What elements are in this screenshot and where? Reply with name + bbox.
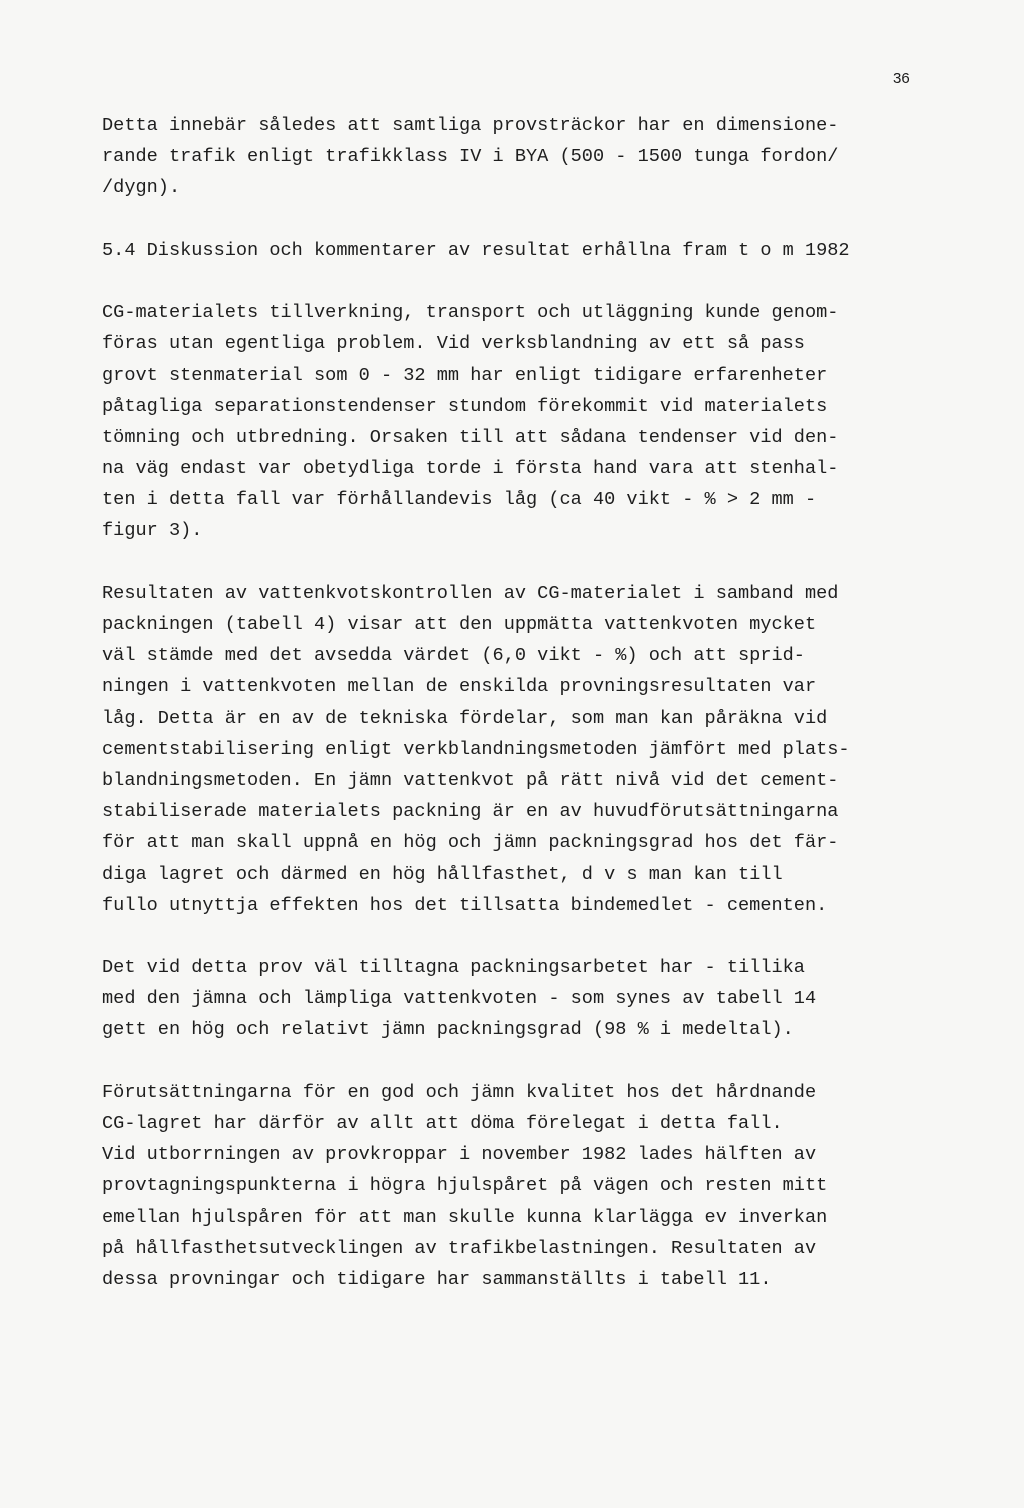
text-line: grovt stenmaterial som 0 - 32 mm har enligt tidigare erfarenheter xyxy=(102,364,828,386)
section-heading-5-4 xyxy=(102,235,982,266)
text-line: väl stämde med det avsedda värdet (6,0 vikt - %) och att sprid- xyxy=(102,645,805,667)
text-line: med den jämna och lämpliga vattenkvoten - som synes av tabell 14 xyxy=(102,988,817,1010)
text-line: ningen i vattenkvoten mellan de enskilda provningsresultaten var xyxy=(102,676,817,698)
text-line: blandningsmetoden. En jämn vattenkvot på rätt nivå vid det cement- xyxy=(102,769,839,791)
text-line: cementstabilisering enligt verkblandningsmetoden jämfört med plats- xyxy=(102,738,850,760)
paragraph-core-sampling xyxy=(102,1077,982,1295)
text-line: påtagliga separationstendenser stundom förekommit vid materialets xyxy=(102,395,828,417)
paragraph-water-content-results xyxy=(102,578,982,921)
paragraph-spacer xyxy=(102,1046,982,1077)
text-line: Detta innebär således att samtliga provsträckor har en dimensione- xyxy=(102,115,839,136)
paragraph-spacer xyxy=(102,266,982,297)
text-line: gett en hög och relativt jämn packningsgrad (98 % i medeltal). xyxy=(102,1019,794,1041)
paragraph-cg-material-production xyxy=(102,297,982,547)
paragraph-compaction-work xyxy=(102,952,982,1046)
paragraph-spacer xyxy=(102,204,982,235)
page-number: 36 xyxy=(893,70,910,87)
paragraph-spacer xyxy=(102,547,982,578)
text-line: 5.4 Diskussion och kommentarer av resultat erhållna fram t o m 1982 xyxy=(102,239,850,261)
text-line: Vid utborrningen av provkroppar i november 1982 lades hälften av xyxy=(102,1144,817,1166)
text-line: låg. Detta är en av de tekniska fördelar, som man kan påräkna vid xyxy=(102,707,828,729)
text-line: emellan hjulspåren för att man skulle kunna klarlägga ev inverkan xyxy=(102,1206,828,1228)
text-line: provtagningspunkterna i högra hjulspåret på vägen och resten mitt xyxy=(102,1175,828,1197)
text-line: föras utan egentliga problem. Vid verksblandning av ett så pass xyxy=(102,333,805,355)
text-line: rande trafik enligt trafikklass IV i BYA (500 - 1500 tunga fordon/ xyxy=(102,146,839,168)
text-line: fullo utnyttja effekten hos det tillsatta bindemedlet - cementen. xyxy=(102,894,828,916)
text-line: Det vid detta prov väl tilltagna packningsarbetet har - tillika xyxy=(102,957,805,979)
text-line: på hållfasthetsutvecklingen av trafikbelastningen. Resultaten av xyxy=(102,1237,817,1259)
text-line: för att man skall uppnå en hög och jämn packningsgrad hos det fär- xyxy=(102,832,839,854)
text-line: figur 3). xyxy=(102,520,203,542)
text-line: ten i detta fall var förhållandevis låg (ca 40 vikt - % > 2 mm - xyxy=(102,489,817,511)
text-line: CG-lagret har därför av allt att döma förelegat i detta fall. xyxy=(102,1113,783,1134)
text-line: diga lagret och därmed en hög hållfasthet, d v s man kan till xyxy=(102,863,783,885)
text-line: packningen (tabell 4) visar att den uppmätta vattenkvoten mycket xyxy=(102,614,817,635)
text-line: Resultaten av vattenkvotskontrollen av CG-materialet i samband med xyxy=(102,582,839,604)
paragraph-spacer xyxy=(102,921,982,952)
text-line: Förutsättningarna för en god och jämn kvalitet hos det hårdnande xyxy=(102,1081,817,1103)
text-line: stabiliserade materialets packning är en av huvudförutsättningarna xyxy=(102,801,839,823)
document-body xyxy=(102,110,982,1295)
text-line: tömning och utbredning. Orsaken till att sådana tendenser vid den- xyxy=(102,426,839,448)
paragraph-dimensioning-traffic xyxy=(102,110,982,204)
text-line: /dygn). xyxy=(102,177,181,199)
text-line: na väg endast var obetydliga torde i första hand vara att stenhal- xyxy=(102,458,839,480)
text-line: CG-materialets tillverkning, transport och utläggning kunde genom- xyxy=(102,302,839,324)
text-line: dessa provningar och tidigare har sammanställts i tabell 11. xyxy=(102,1268,772,1290)
